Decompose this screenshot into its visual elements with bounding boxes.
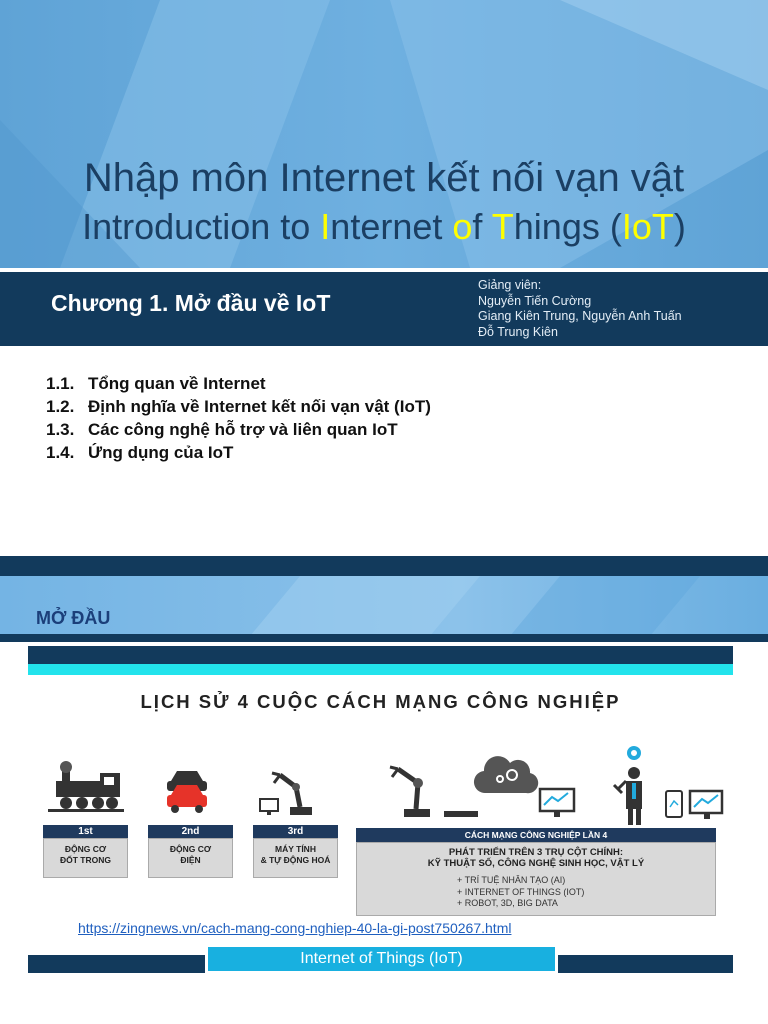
iot-banner: Internet of Things (IoT) [205, 944, 558, 974]
robot-arm-icon [256, 769, 316, 817]
era-text: ĐỘNG CƠ [169, 844, 212, 854]
lecturer-name: Đỗ Trung Kiên [478, 324, 558, 339]
toc-text: Định nghĩa về Internet kết nối vạn vật (IoT) [88, 397, 431, 416]
lecturer-name: Giang Kiên Trung, Nguyễn Anh Tuấn [478, 309, 682, 323]
lecturer-list [478, 278, 682, 340]
era-text: ĐỘNG CƠ [64, 844, 107, 854]
table-of-contents [46, 372, 431, 464]
toc-number: 1.4. [46, 443, 75, 462]
title-en-part: nternet [330, 206, 453, 247]
era-label: 3rd [253, 825, 338, 838]
toc-text: Các công nghệ hỗ trợ và liên quan IoT [88, 420, 398, 439]
course-title-english [0, 206, 768, 248]
lecturer-name: Nguyễn Tiến Cường [478, 293, 592, 308]
course-title-vietnamese: Nhập môn Internet kết nối vạn vật [83, 156, 685, 200]
era-text: ĐIỆN [180, 855, 201, 865]
locomotive-icon [48, 761, 124, 815]
heading-line: KỸ THUẬT SỐ, CÔNG NGHỆ SINH HỌC, VẬT LÝ [427, 858, 645, 869]
title-en-highlight: o [452, 206, 473, 247]
title-en-highlight: T [491, 206, 514, 247]
toc-text: Tổng quan về Internet [88, 374, 266, 393]
header-background-shapes [0, 576, 768, 636]
heading-line: PHÁT TRIỂN TRÊN 3 TRỤ CỘT CHÍNH: [448, 847, 624, 858]
era-text: & TỰ ĐỘNG HOÁ [260, 855, 331, 865]
infographic-title: LỊCH SỬ 4 CUỘC CÁCH MẠNG CÔNG NGHIỆP [140, 691, 621, 712]
toc-item [46, 372, 431, 395]
fourth-revolution-bullets [457, 875, 584, 910]
industrial-revolution-infographic [28, 675, 733, 917]
toc-item [46, 395, 431, 418]
era-box [253, 838, 338, 878]
iot-scene-icon [364, 739, 724, 827]
title-en-highlight: I [320, 206, 331, 247]
era-box [148, 838, 233, 878]
title-slide-hero [0, 0, 768, 268]
era-label: 1st [43, 825, 128, 838]
lecturer-heading: Giảng viên: [478, 278, 542, 292]
slide2-title: MỞ ĐẦU [36, 608, 111, 628]
era-text: ĐỐT TRONG [60, 855, 111, 865]
title-en-highlight: IoT [621, 206, 674, 247]
fourth-revolution-label: CÁCH MẠNG CÔNG NGHIỆP LẦN 4 [356, 828, 716, 842]
fourth-revolution-box [356, 842, 716, 916]
slide2-header [0, 576, 768, 636]
era-box [43, 838, 128, 878]
slide2-top-bar [0, 556, 768, 576]
toc-item [46, 441, 431, 464]
bullet-item: + TRÍ TUỆ NHÂN TẠO (AI) [457, 875, 566, 885]
toc-number: 1.3. [46, 420, 75, 439]
image-cyan-band [28, 664, 733, 675]
title-en-part: f [472, 206, 492, 247]
slide2-strip [0, 634, 768, 642]
bullet-item: + ROBOT, 3D, BIG DATA [457, 898, 558, 908]
reference-link[interactable]: https://zingnews.vn/cach-mang-cong-nghiep-40-la-gi-post750267.html [78, 920, 512, 936]
title-en-part: hings ( [513, 206, 622, 247]
image-top-band [28, 646, 733, 664]
chapter-title: Chương 1. Mở đầu về IoT [51, 290, 331, 316]
era-text: MÁY TÍNH [275, 844, 316, 854]
toc-number: 1.1. [46, 374, 75, 393]
era-label: 2nd [148, 825, 233, 838]
toc-number: 1.2. [46, 397, 75, 416]
title-en-part: ) [673, 206, 686, 247]
fourth-revolution-heading [357, 847, 715, 869]
toc-text: Ứng dụng của IoT [88, 443, 234, 462]
toc-item [46, 418, 431, 441]
car-icon [163, 767, 211, 815]
title-en-part: Introduction to [82, 206, 321, 247]
chapter-bar [0, 272, 768, 346]
bullet-item: + INTERNET OF THINGS (IOT) [457, 886, 585, 897]
